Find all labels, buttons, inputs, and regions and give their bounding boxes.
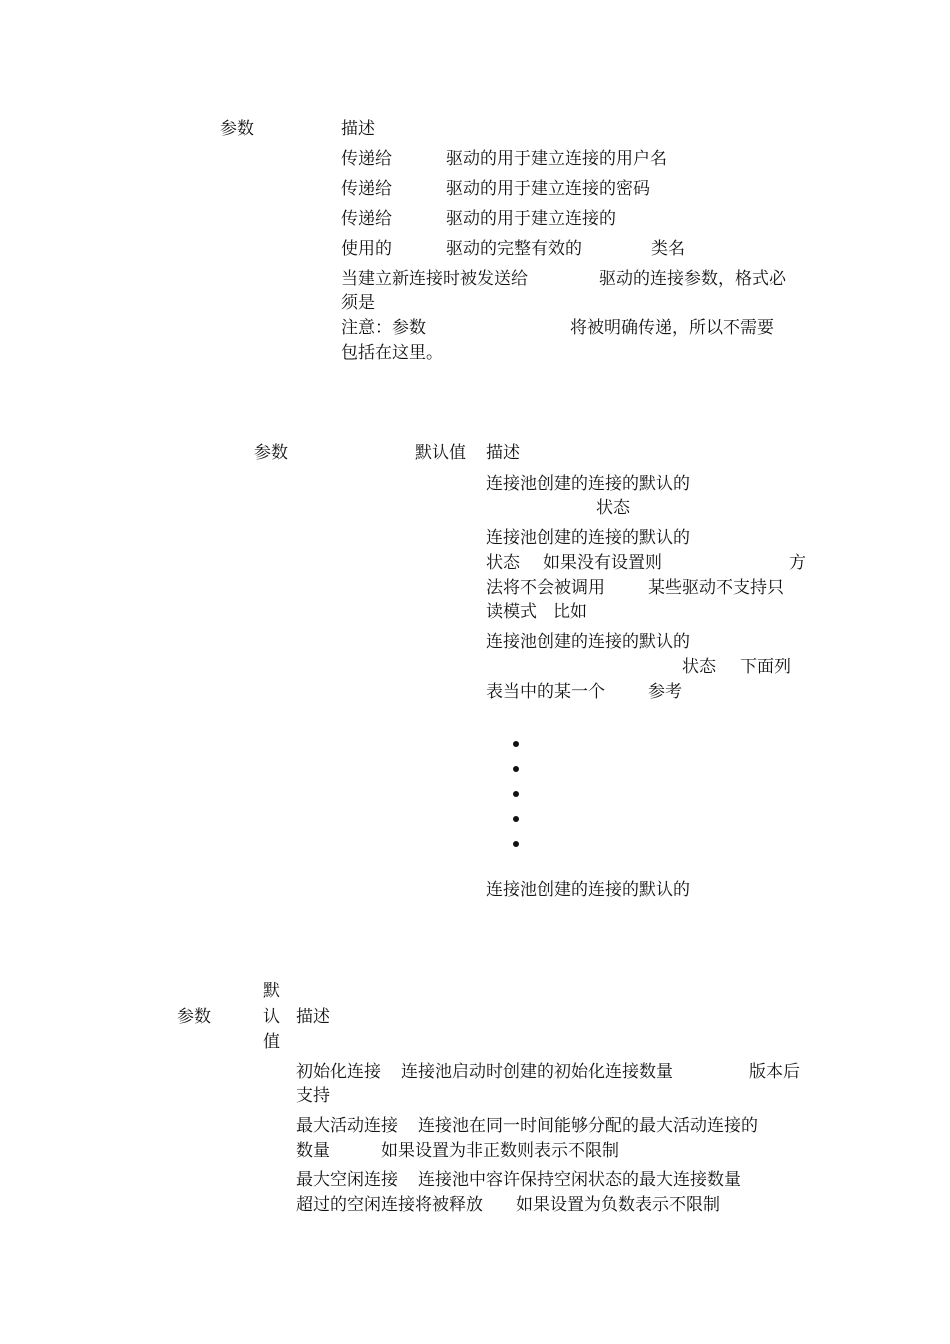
header-desc: 描述 xyxy=(486,443,520,463)
table-row-desc: 状态 xyxy=(486,553,520,573)
header-default-char: 值 xyxy=(263,1032,280,1052)
table-row-desc: 下面列 xyxy=(740,657,791,677)
table-row-desc: 版本后 xyxy=(749,1062,800,1082)
header-param: 参数 xyxy=(177,1007,211,1027)
header-param: 参数 xyxy=(220,119,254,139)
table-row-desc: 须是 xyxy=(341,293,375,313)
table-row-desc: 连接池中容许保持空闲状态的最大连接数量 xyxy=(418,1170,741,1190)
header-default-char: 默 xyxy=(263,981,280,1001)
table-row-desc: 如果没有设置则 xyxy=(543,553,662,573)
table-row-desc: 连接池创建的连接的默认的 xyxy=(486,528,690,548)
header-desc: 描述 xyxy=(296,1007,330,1027)
table-row-desc: 连接池在同一时间能够分配的最大活动连接的 xyxy=(418,1116,758,1136)
table-row-desc: 连接池创建的连接的默认的 xyxy=(486,880,690,900)
table-row-desc: 驱动的用于建立连接的用户名 xyxy=(446,149,667,169)
table-row-desc: 读模式 xyxy=(486,602,537,622)
table-row-desc: 驱动的连接参数，格式必 xyxy=(599,269,786,289)
list-item xyxy=(513,816,519,822)
table-row-note: 注意：参数 xyxy=(341,318,426,338)
list-item xyxy=(513,841,519,847)
table-row-desc: 方 xyxy=(789,553,806,573)
table-row-desc: 某些驱动不支持只 xyxy=(648,578,784,598)
table-row-param: 传递给 xyxy=(341,149,392,169)
table-row-note: 将被明确传递，所以不需要 xyxy=(570,318,774,338)
list-item xyxy=(513,741,519,747)
table-row-desc: 状态 xyxy=(682,657,716,677)
table-row-desc: 连接池启动时创建的初始化连接数量 xyxy=(401,1062,673,1082)
header-default: 默认值 xyxy=(415,443,466,463)
list-item xyxy=(513,791,519,797)
table-row-desc: 连接池创建的连接的默认的 xyxy=(486,632,690,652)
table-row-desc: 驱动的用于建立连接的 xyxy=(446,209,616,229)
table-row-param: 传递给 xyxy=(341,179,392,199)
list-item xyxy=(513,766,519,772)
table-row-desc: 当建立新连接时被发送给 xyxy=(341,269,528,289)
table-row-note: 包括在这里。 xyxy=(341,343,443,363)
header-desc: 描述 xyxy=(341,119,375,139)
table-row-desc: 如果设置为非正数则表示不限制 xyxy=(381,1141,619,1161)
table-row-desc: 状态 xyxy=(596,498,630,518)
table-row-desc: 支持 xyxy=(296,1086,330,1106)
table-row-desc: 表当中的某一个 xyxy=(486,682,605,702)
table-row-desc: 超过的空闲连接将被释放 xyxy=(296,1195,483,1215)
table-row-desc: 如果设置为负数表示不限制 xyxy=(516,1195,720,1215)
table-row-desc: 驱动的完整有效的 xyxy=(446,239,582,259)
table-row-desc: 数量 xyxy=(296,1141,330,1161)
table-row-desc: 法将不会被调用 xyxy=(486,578,605,598)
table-row-desc: 驱动的用于建立连接的密码 xyxy=(446,179,650,199)
table-row-desc: 比如 xyxy=(553,602,587,622)
header-param: 参数 xyxy=(254,443,288,463)
table-row-param: 初始化连接 xyxy=(296,1062,381,1082)
header-default-char: 认 xyxy=(263,1007,280,1027)
table-row-param: 传递给 xyxy=(341,209,392,229)
table-row-desc: 参考 xyxy=(648,682,682,702)
table-row-param: 最大空闲连接 xyxy=(296,1170,398,1190)
table-row-desc: 连接池创建的连接的默认的 xyxy=(486,474,690,494)
table-row-param: 使用的 xyxy=(341,239,392,259)
table-row-desc-suffix: 类名 xyxy=(651,239,685,259)
table-row-param: 最大活动连接 xyxy=(296,1116,398,1136)
